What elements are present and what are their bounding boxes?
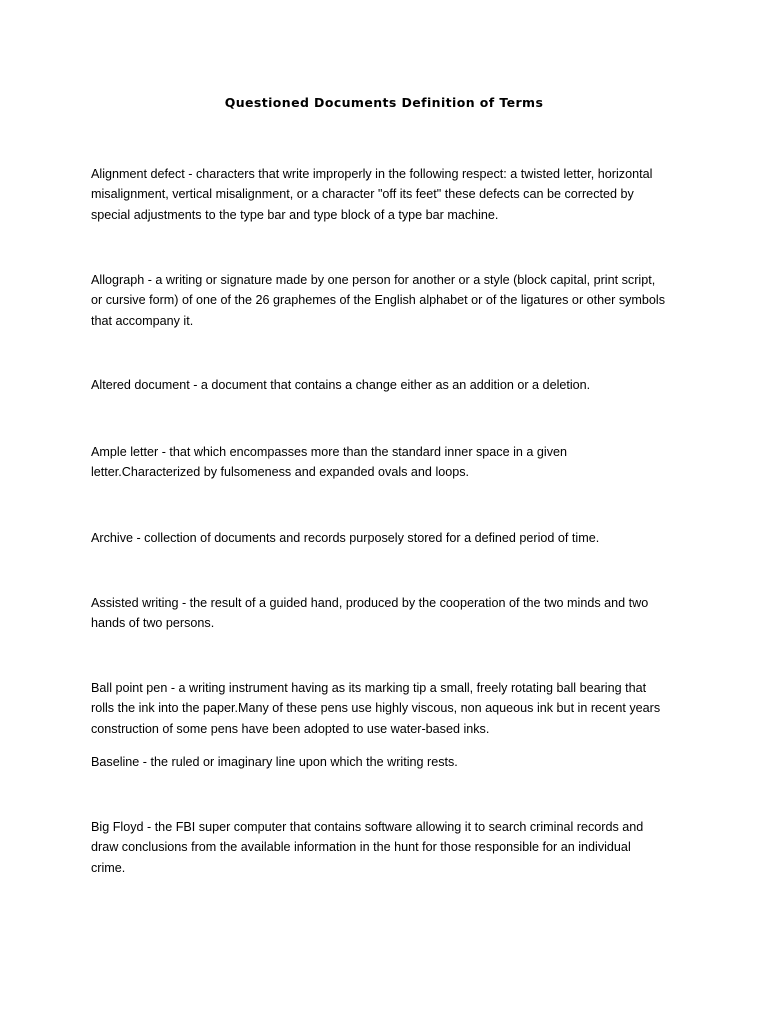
entry-line: special adjustments to the type bar and type block of a type bar machine. [91, 207, 499, 222]
entry-line: rolls the ink into the paper.Many of these pens use highly viscous, non aqueous ink but in recent years [91, 701, 661, 716]
entry-line: Ball point pen - a writing instrument having as its marking tip a small, freely rotating ball bearing that [91, 681, 647, 695]
entry-line: Ample letter - that which encompasses more than the standard inner space in a given [91, 445, 568, 459]
entry-line: Alignment defect - characters that write improperly in the following respect: a twisted letter, horizontal [91, 167, 653, 181]
term-baseline [91, 752, 681, 772]
term-ample-letter [91, 442, 681, 483]
term-ball-point-pen [91, 678, 681, 739]
term-altered-document [91, 375, 681, 395]
entry-line: Big Floyd - the FBI super computer that contains software allowing it to search criminal records and [91, 820, 644, 834]
term-alignment-defect [91, 164, 681, 225]
entry-line: Baseline - the ruled or imaginary line upon which the writing rests. [91, 755, 458, 769]
entry-line: construction of some pens have been adopted to use water-based inks. [91, 721, 490, 736]
term-big-floyd [91, 817, 681, 878]
term-archive [91, 528, 681, 548]
entry-line: Assisted writing - the result of a guided hand, produced by the cooperation of the two minds and two [91, 596, 649, 610]
entry-line: hands of two persons. [91, 616, 215, 631]
entry-line: crime. [91, 860, 126, 875]
term-allograph [91, 270, 681, 331]
entry-line: Archive - collection of documents and records purposely stored for a defined period of time. [91, 531, 600, 545]
entry-line: that accompany it. [91, 313, 194, 328]
term-assisted-writing [91, 593, 681, 634]
entry-line: misalignment, vertical misalignment, or a character "off its feet" these defects can be corrected by [91, 187, 634, 202]
entry-line: Altered document - a document that contains a change either as an addition or a deletion. [91, 378, 591, 392]
document-title: Questioned Documents Definition of Terms [224, 95, 544, 110]
entry-line: Allograph - a writing or signature made by one person for another or a style (block capital, print script, [91, 273, 656, 287]
entry-line: draw conclusions from the available information in the hunt for those responsible for an individual [91, 840, 631, 855]
entry-line: letter.Characterized by fulsomeness and expanded ovals and loops. [91, 465, 470, 480]
entry-line: or cursive form) of one of the 26 graphemes of the English alphabet or of the ligatures or other symbols [91, 293, 666, 308]
